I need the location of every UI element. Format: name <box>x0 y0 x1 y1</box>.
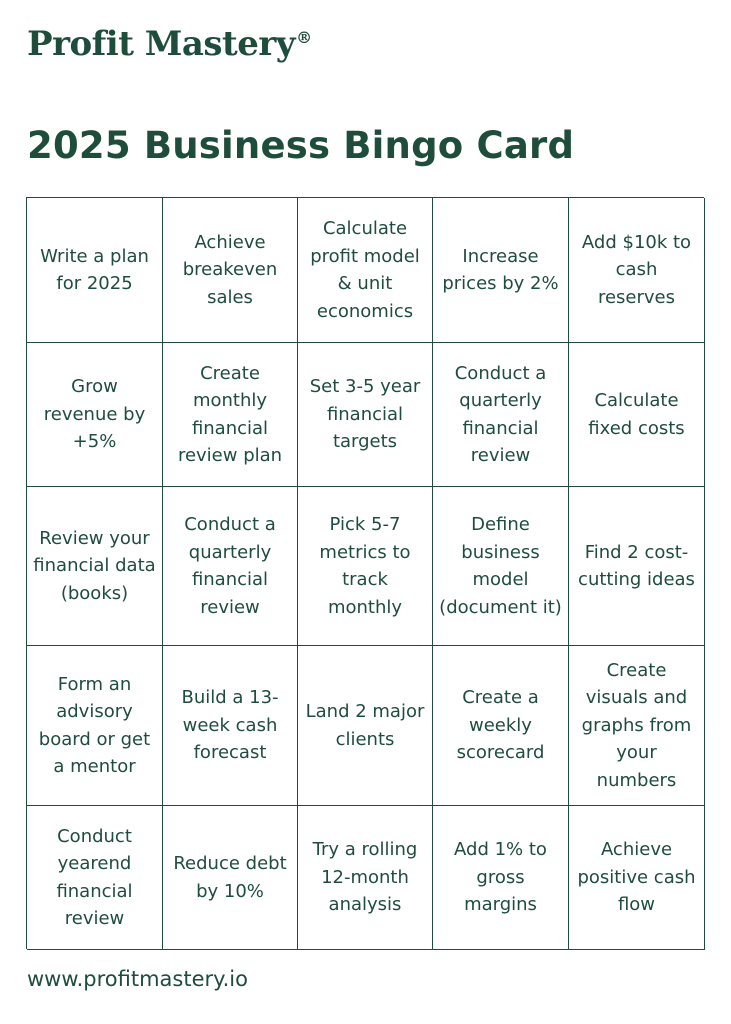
bingo-cell[interactable]: Review your financial data (books) <box>27 487 163 646</box>
bingo-cell[interactable]: Find 2 cost-cutting ideas <box>569 487 705 646</box>
bingo-cell[interactable]: Try a rolling 12-month analysis <box>298 806 433 950</box>
brand-name: Profit Mastery <box>27 24 296 64</box>
bingo-cell[interactable]: Conduct a quarterly financial review <box>433 343 569 487</box>
bingo-cell[interactable]: Write a plan for 2025 <box>27 198 163 343</box>
bingo-cell[interactable]: Build a 13-week cash forecast <box>163 646 298 806</box>
bingo-cell[interactable]: Create a weekly scorecard <box>433 646 569 806</box>
bingo-cell[interactable]: Define business model (document it) <box>433 487 569 646</box>
bingo-grid <box>26 197 704 949</box>
brand-logo <box>27 24 312 64</box>
bingo-cell[interactable]: Achieve breakeven sales <box>163 198 298 343</box>
bingo-cell[interactable]: Set 3-5 year financial targets <box>298 343 433 487</box>
bingo-cell[interactable]: Pick 5-7 metrics to track monthly <box>298 487 433 646</box>
bingo-cell[interactable]: Achieve positive cash flow <box>569 806 705 950</box>
bingo-cell[interactable]: Grow revenue by +5% <box>27 343 163 487</box>
bingo-cell[interactable]: Add $10k to cash reserves <box>569 198 705 343</box>
bingo-cell[interactable]: Create monthly financial review plan <box>163 343 298 487</box>
bingo-cell[interactable]: Create visuals and graphs from your numbers <box>569 646 705 806</box>
page-title: 2025 Business Bingo Card <box>27 124 575 167</box>
website-url: www.profitmastery.io <box>27 967 248 991</box>
bingo-cell[interactable]: Calculate fixed costs <box>569 343 705 487</box>
bingo-cell[interactable]: Calculate profit model & unit economics <box>298 198 433 343</box>
bingo-cell[interactable]: Conduct a quarterly financial review <box>163 487 298 646</box>
bingo-cell[interactable]: Land 2 major clients <box>298 646 433 806</box>
registered-mark: ® <box>296 27 312 47</box>
bingo-cell[interactable]: Increase prices by 2% <box>433 198 569 343</box>
bingo-cell[interactable]: Form an advisory board or get a mentor <box>27 646 163 806</box>
bingo-cell[interactable]: Conduct yearend financial review <box>27 806 163 950</box>
bingo-cell[interactable]: Add 1% to gross margins <box>433 806 569 950</box>
bingo-cell[interactable]: Reduce debt by 10% <box>163 806 298 950</box>
